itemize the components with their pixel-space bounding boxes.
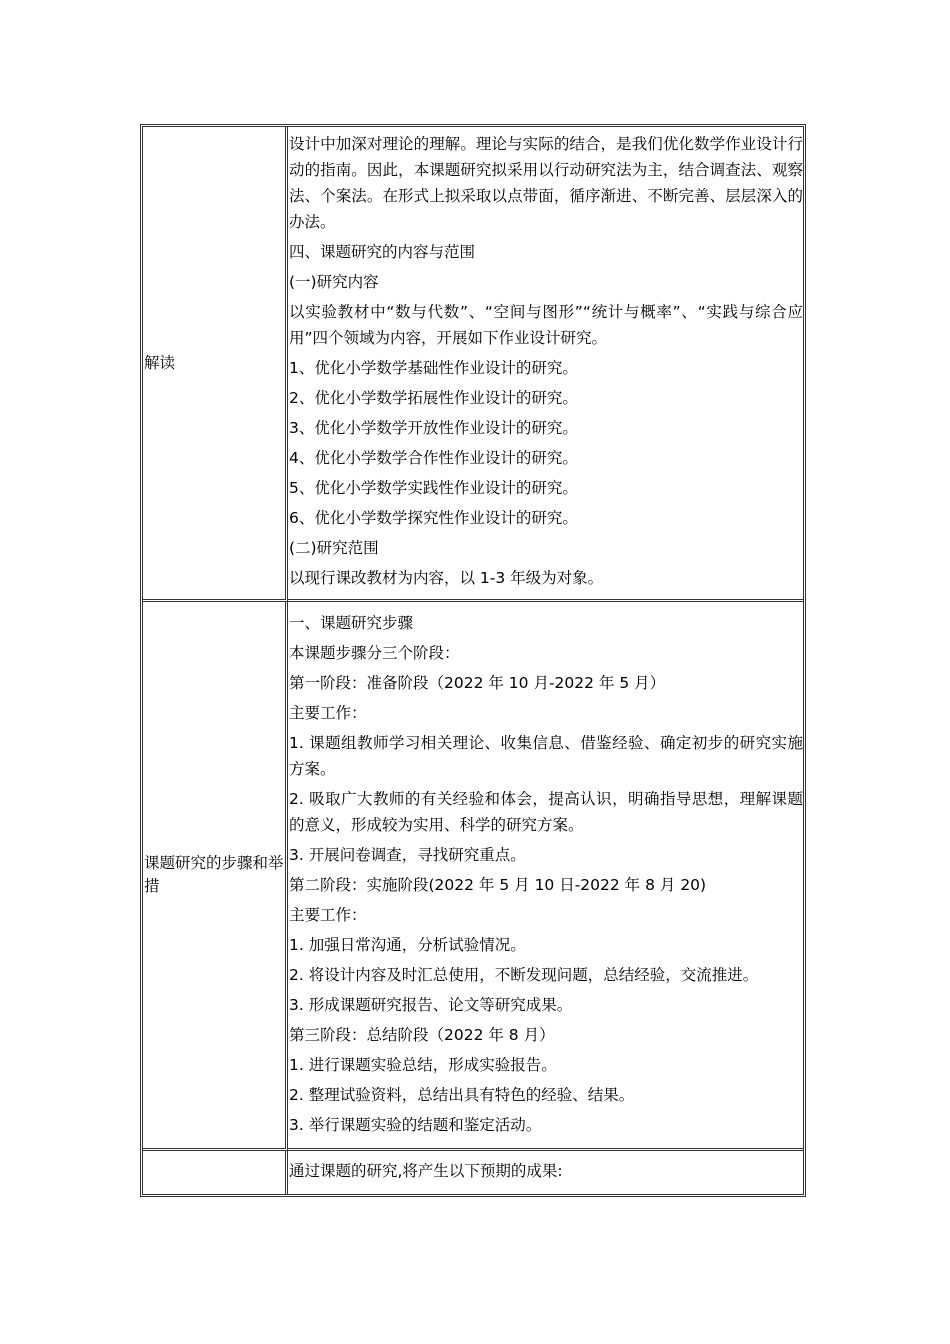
list-item: 1、优化小学数学基础性作业设计的研究。 [289,359,578,377]
list-item: 3. 举行课题实验的结题和鉴定活动。 [289,1116,542,1134]
section-heading: 一、课题研究步骤 [289,614,414,632]
plan-table [140,124,806,1197]
row-content-cell [288,1151,803,1194]
list-item: 6、优化小学数学探究性作业设计的研究。 [289,509,578,527]
list-item: 3. 开展问卷调查，寻找研究重点。 [289,846,526,864]
row-label-cell [143,1151,288,1194]
row-label: 课题研究的步骤和举措 [144,854,284,895]
list-item: 1. 加强日常沟通，分析试验情况。 [289,936,526,954]
list-item: 4、优化小学数学合作性作业设计的研究。 [289,449,578,467]
row-content-cell [288,127,803,602]
list-item: 2、优化小学数学拓展性作业设计的研究。 [289,389,578,407]
paragraph: 主要工作： [289,704,367,722]
paragraph: 通过课题的研究,将产生以下预期的成果: [289,1162,563,1180]
paragraph: 设计中加深对理论的理解。理论与实际的结合，是我们优化数学作业设计行动的指南。因此，本课题研究拟采用以行动研究法为主，结合调查法、观察法、个案法。在形式上拟采取以点带面，循序渐进、不断完善、层层深入的办法。 [289,135,803,231]
list-item: 2. 将设计内容及时汇总使用，不断发现问题，总结经验，交流推进。 [289,966,759,984]
list-item: 2. 整理试验资料，总结出具有特色的经验、结果。 [289,1086,635,1104]
list-item: 5、优化小学数学实践性作业设计的研究。 [289,479,578,497]
subsection-heading: (一)研究内容 [289,273,379,291]
paragraph: 以实验教材中“数与代数”、“空间与图形”“统计与概率”、“实践与综合应用”四个领域为内容，开展如下作业设计研究。 [289,303,803,347]
row-label-cell [143,602,288,1151]
list-item: 1. 课题组教师学习相关理论、收集信息、借鉴经验、确定初步的研究实施方案。 [289,734,803,778]
row-content-cell [288,602,803,1151]
list-item: 1. 进行课题实验总结，形成实验报告。 [289,1056,557,1074]
paragraph: 以现行课改教材为内容，以 1-3 年级为对象。 [289,569,604,587]
row-label-cell [143,127,288,602]
list-item: 3、优化小学数学开放性作业设计的研究。 [289,419,578,437]
stage-heading: 第二阶段：实施阶段(2022 年 5 月 10 日-2022 年 8 月 20) [289,876,707,894]
list-item: 3. 形成课题研究报告、论文等研究成果。 [289,996,573,1014]
table-row-interpretation [143,127,803,602]
row-label: 解读 [144,353,176,372]
paragraph: 本课题步骤分三个阶段： [289,644,460,662]
stage-heading: 第一阶段：准备阶段（2022 年 10 月-2022 年 5 月） [289,674,666,692]
table-row-outcomes [143,1151,803,1194]
section-heading: 四、课题研究的内容与范围 [289,243,476,261]
stage-heading: 第三阶段：总结阶段（2022 年 8 月） [289,1026,555,1044]
subsection-heading: (二)研究范围 [289,539,379,557]
paragraph: 主要工作： [289,906,367,924]
table-row-steps [143,602,803,1151]
list-item: 2. 吸取广大教师的有关经验和体会，提高认识，明确指导思想，理解课题的意义，形成较为实用、科学的研究方案。 [289,790,803,834]
